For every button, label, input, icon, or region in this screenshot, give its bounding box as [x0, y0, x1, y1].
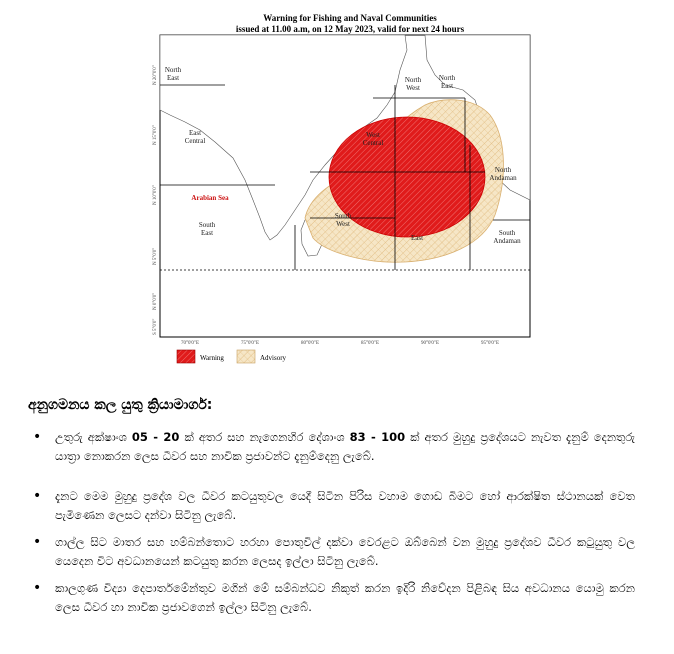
- action-item: • කාලගුණ විද්‍යා දෙපාර්තමේන්තුව මගින් මේ සම්බන්ධව නිකුත් කරන ඉදිරි නිවේදන පිළිබඳ සිය අවධානය යොමු කරන ලෙස ධීවර හා නාවික ප්‍රජාවගෙන් ඉල්ලා සිටිනු ලැබේ.: [33, 580, 635, 614]
- lon-label: 75°0'0"E: [241, 341, 259, 346]
- region-label-north-west: North West: [404, 76, 422, 92]
- region-label-arabian-sea: Arabian Sea: [191, 194, 229, 202]
- region-label-south-andaman: South Andaman: [493, 229, 521, 245]
- lon-label: 70°0'0"E: [181, 341, 199, 346]
- legend-warning-swatch: [177, 350, 195, 363]
- action-item: • උතුරු අක්ෂාංශ 05 - 20 ක් අතර සහ නැගෙනහිර දේශාංශ 83 - 100 ක් අතර මුහුදු ප්‍රදේශයට නැවත දැනුම් දෙනතුරු යාත්‍රා නොකරන ලෙස ධීවර සහ නාවික ප්‍රජාවන්ට දැනුම්දෙනු ලැබේ.: [33, 429, 636, 463]
- region-label-east-central: East Central: [184, 129, 206, 145]
- map-subtitle: issued at 11.00 a.m, on 12 May 2023, valid for next 24 hours: [235, 24, 465, 34]
- lon-label: 80°0'0"E: [301, 341, 319, 346]
- bullet-dot: •: [33, 488, 42, 504]
- bullet-dot: •: [33, 534, 42, 550]
- region-label-east: East: [410, 234, 424, 242]
- warning-area: [329, 117, 485, 237]
- bullet-dot: •: [33, 580, 42, 596]
- lat-label: S 5°0'0": [153, 318, 158, 335]
- action-item: • ගාල්ල සිට මාතර සහ හම්බන්තොට හරහා පොතුවිල් දක්වා වෙරළට ඔබ්බෙන් වන මුහුදු ප්‍රදේශව ධීවර කටුයුතු වල යෙදෙන විට අවධානයෙන් කටයුතු කරන ලෙසද ඉල්ලා සිටිනු ලැබේ.: [33, 534, 635, 568]
- legend-advisory-swatch: [237, 350, 255, 363]
- action-item: • දැනට මෙම මුහුදු ප්‍රදේශ වල ධීවර කටයුතුවල යෙදී සිටින පිරිස වහාම ගොඩ බිමට හෝ ආරක්ෂිත ස්ථානයක් වෙත පැමිණෙන ලෙසට දන්වා සිටිනු ලැබේ.: [33, 488, 635, 522]
- bullet-dot: •: [33, 429, 42, 445]
- lat-label: N 0°0'0": [153, 292, 158, 310]
- lon-label: 95°0'0"E: [481, 341, 499, 346]
- region-label-north-east-left: North East: [164, 66, 182, 82]
- latitude-range: 05 - 20: [131, 430, 180, 444]
- lon-label: 90°0'0"E: [421, 341, 439, 346]
- longitude-range: 83 - 100: [349, 430, 406, 444]
- lat-label: N 20°0'0": [153, 65, 158, 85]
- weather-warning-map: [145, 30, 535, 370]
- legend-warning-label: Warning: [200, 354, 224, 362]
- lat-label: N 10°0'0": [153, 185, 158, 205]
- actions-heading: අනුගමනය කල යුතු ක්‍රියාමාර්ග:: [28, 397, 213, 413]
- lat-label: N 15°0'0": [153, 125, 158, 145]
- map-title: Warning for Fishing and Naval Communities: [263, 13, 437, 23]
- legend-advisory-label: Advisory: [260, 354, 287, 362]
- region-label-north-andaman: North Andaman: [489, 166, 517, 182]
- region-label-south-east-left: South East: [198, 221, 216, 237]
- region-label-south-west: South West: [334, 212, 352, 228]
- lat-label: N 5°0'0": [153, 247, 158, 265]
- lon-label: 85°0'0"E: [361, 341, 379, 346]
- region-label-north-east-right: North East: [438, 74, 456, 90]
- map-legend: [177, 350, 287, 363]
- region-label-west-central: West Central: [362, 131, 384, 147]
